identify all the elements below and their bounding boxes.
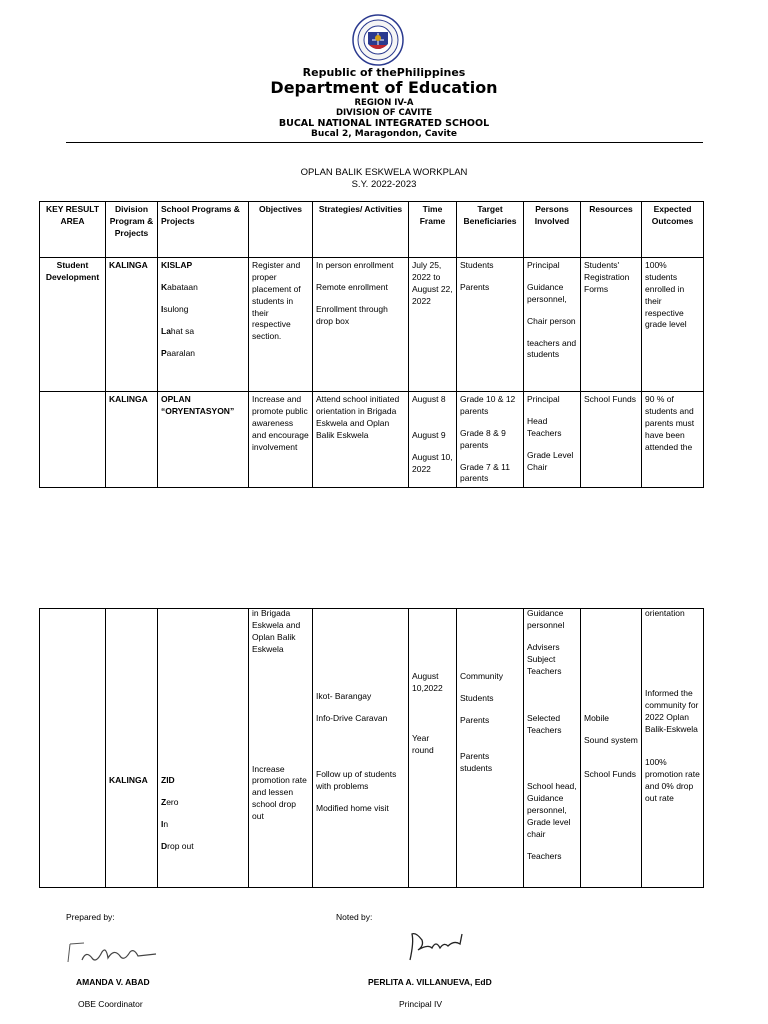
resources-cell: School Funds — [581, 392, 642, 488]
header-divider — [66, 142, 703, 143]
header-kra: KEY RESULT AREA — [40, 202, 106, 258]
preparer-name: AMANDA V. ABAD — [76, 977, 150, 987]
division-cell: KALINGA — [106, 392, 158, 488]
persons-cell: Principal Head Teachers Grade Level Chair — [524, 392, 581, 488]
header-resources: Resources — [581, 202, 642, 258]
target-cell: Community Students Parents Parents students — [457, 609, 524, 888]
noter-signature — [402, 930, 472, 964]
target-cell: Grade 10 & 12 parents Grade 8 & 9 parents Grade 7 & 11 parents — [457, 392, 524, 488]
outcomes-cell: 90 % of students and parents must have been attended the — [642, 392, 704, 488]
time-cell: August 8 August 9 August 10, 2022 — [409, 392, 457, 488]
strategies-cell: Ikot- Barangay Info-Drive Caravan Follow up of students with problems Modified home visit — [313, 609, 409, 888]
header-republic: Republic of thePhilippines — [302, 66, 466, 79]
kra-cell — [40, 609, 106, 888]
division-cell: KALINGA — [106, 609, 158, 888]
noted-by-label: Noted by: — [336, 912, 373, 922]
header-school-programs: School Programs & Projects — [158, 202, 249, 258]
objectives-cell: Register and proper placement of students in their respective section. — [249, 258, 313, 392]
header-region: REGION IV-A — [354, 98, 414, 108]
prepared-by-label: Prepared by: — [66, 912, 115, 922]
persons-cell: Guidance personnel Advisers Subject Teachers Selected Teachers School head, Guidance personnel, Grade level chair Teachers — [524, 609, 581, 888]
program-cell: ZID Zero In Drop out — [158, 609, 249, 888]
kra-cell: Student Development — [40, 258, 106, 392]
table-header-row — [40, 202, 704, 258]
strategies-cell: Attend school initiated orientation in Brigada Eskwela and Oplan Balik Eskwela — [313, 392, 409, 488]
preparer-signature — [62, 938, 162, 968]
table-row — [40, 392, 704, 488]
header-school: BUCAL NATIONAL INTEGRATED SCHOOL — [278, 118, 490, 129]
program-cell: OPLAN “ORYENTASYON” — [158, 392, 249, 488]
workplan-table-continued — [39, 608, 704, 888]
header-division-program: Division Program & Projects — [106, 202, 158, 258]
deped-seal-logo — [352, 14, 404, 66]
time-cell: August 10,2022 Year round — [409, 609, 457, 888]
header-time-frame: Time Frame — [409, 202, 457, 258]
resources-cell: Students' Registration Forms — [581, 258, 642, 392]
strategies-cell: In person enrollment Remote enrollment Enrollment through drop box — [313, 258, 409, 392]
workplan-title: OPLAN BALIK ESKWELA WORKPLAN — [300, 167, 468, 178]
time-cell: July 25, 2022 to August 22, 2022 — [409, 258, 457, 392]
table-row — [40, 609, 704, 888]
header-persons-involved: Persons Involved — [524, 202, 581, 258]
school-year: S.Y. 2022-2023 — [351, 179, 417, 190]
table-row — [40, 258, 704, 392]
objectives-cell: Increase and promote public awareness and encourage involvement — [249, 392, 313, 488]
outcomes-cell: 100% students enrolled in their respective grade level — [642, 258, 704, 392]
division-cell: KALINGA — [106, 258, 158, 392]
header-address: Bucal 2, Maragondon, Cavite — [311, 129, 457, 139]
header-target-beneficiaries: Target Beneficiaries — [457, 202, 524, 258]
preparer-title: OBE Coordinator — [78, 999, 143, 1009]
target-cell: Students Parents — [457, 258, 524, 392]
kra-cell — [40, 392, 106, 488]
header-expected-outcomes: Expected Outcomes — [642, 202, 704, 258]
objectives-cell: in Brigada Eskwela and Oplan Balik Eskwela Increase promotion rate and lessen school drop out — [249, 609, 313, 888]
outcomes-cell: orientation Informed the community for 2022 Oplan Balik-Eskwela 100% promotion rate and 0% drop out rate — [642, 609, 704, 888]
resources-cell: Mobile Sound system School Funds — [581, 609, 642, 888]
header-department: Department of Education — [270, 78, 498, 97]
program-cell: KISLAP Kabataan Isulong Lahat sa Paaralan — [158, 258, 249, 392]
header-division: DIVISION OF CAVITE — [335, 108, 433, 118]
noter-title: Principal IV — [399, 999, 442, 1009]
workplan-table — [39, 201, 704, 488]
header-strategies: Strategies/ Activities — [313, 202, 409, 258]
persons-cell: Principal Guidance personnel, Chair person teachers and students — [524, 258, 581, 392]
noter-name: PERLITA A. VILLANUEVA, EdD — [368, 977, 492, 987]
header-objectives: Objectives — [249, 202, 313, 258]
